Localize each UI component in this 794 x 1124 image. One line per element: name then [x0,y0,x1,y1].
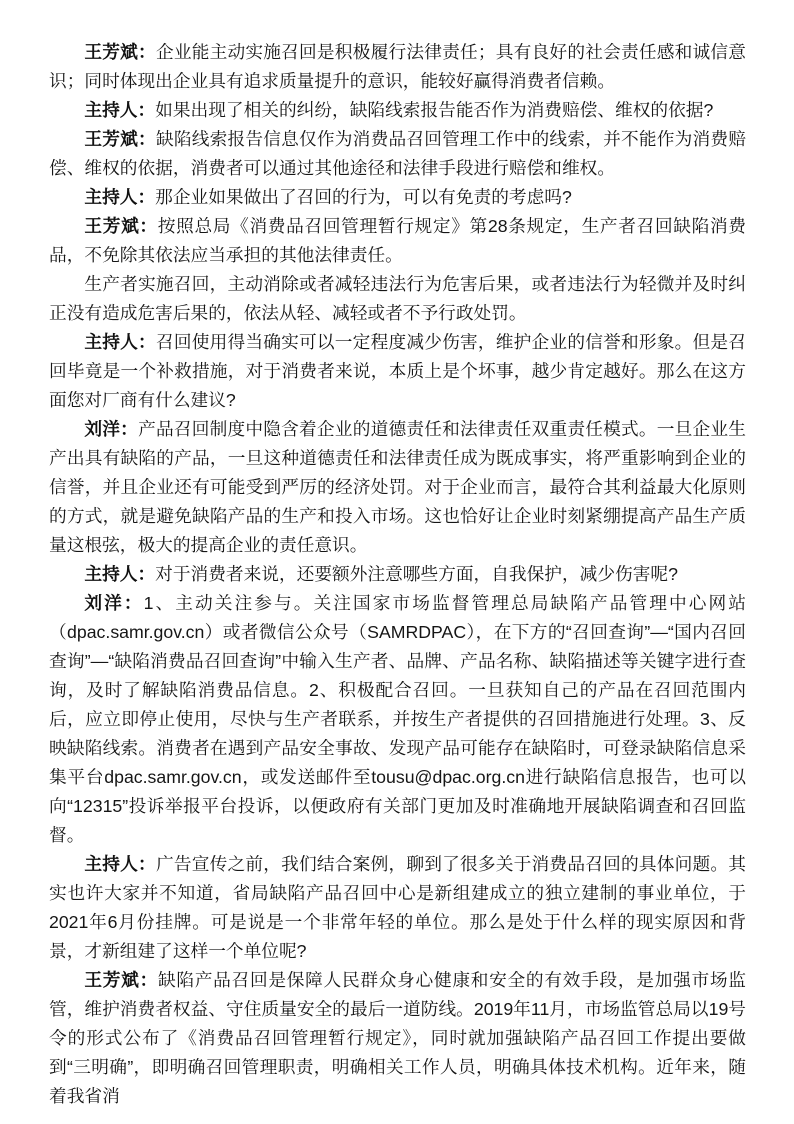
paragraph [49,415,746,560]
paragraph [49,125,746,183]
speech-text: 缺陷产品召回是保障人民群众身心健康和安全的有效手段，是加强市场监管，维护消费者权益、守住质量安全的最后一道防线。2019年11月，市场监管总局以19号令的形式公布了《消费品召回管理暂行规定》，同时就加强缺陷产品召回工作提出要做到“三明确”，即明确召回管理职责，明确相关工作人员，明确具体技术机构。近年来，随着我省消 [49,970,746,1106]
paragraph [49,96,746,125]
speech-text: 对于消费者来说，还要额外注意哪些方面，自我保护，减少伤害呢? [155,564,678,584]
speech-text: 企业能主动实施召回是积极履行法律责任；具有良好的社会责任感和诚信意识；同时体现出企业具有追求质量提升的意识，能较好赢得消费者信赖。 [49,42,746,91]
paragraph [49,589,746,850]
speaker-name: 主持人： [84,100,156,120]
speech-text: 按照总局《消费品召回管理暂行规定》第28条规定，生产者召回缺陷消费品，不免除其依法应当承担的其他法律责任。 [49,216,746,265]
speaker-name: 王芳斌： [84,129,156,149]
speech-text: 那企业如果做出了召回的行为，可以有免责的考虑吗? [155,187,572,207]
speech-text: 召回使用得当确实可以一定程度减少伤害，维护企业的信誉和形象。但是召回毕竟是一个补救措施，对于消费者来说，本质上是个坏事，越少肯定越好。那么在这方面您对厂商有什么建议? [49,332,746,410]
speaker-name: 刘洋： [84,593,144,613]
paragraph [49,212,746,270]
paragraph [49,38,746,96]
speech-text: 产品召回制度中隐含着企业的道德责任和法律责任双重责任模式。一旦企业生产出具有缺陷的产品，一旦这种道德责任和法律责任成为既成事实，将严重影响到企业的信誉，并且企业还有可能受到严厉的经济处罚。对于企业而言，最符合其利益最大化原则的方式，就是避免缺陷产品的生产和投入市场。这也恰好让企业时刻紧绷提高产品生产质量这根弦，极大的提高企业的责任意识。 [49,419,746,555]
speaker-name: 主持人： [84,187,156,207]
speaker-name: 主持人： [84,332,156,352]
speaker-name: 王芳斌： [84,216,158,236]
paragraph [49,270,746,328]
paragraph [49,328,746,415]
paragraph [49,966,746,1111]
speaker-name: 王芳斌： [84,970,158,990]
speech-text: 广告宣传之前，我们结合案例，聊到了很多关于消费品召回的具体问题。其实也许大家并不知道，省局缺陷产品召回中心是新组建成立的独立建制的事业单位，于2021年6月份挂牌。可是说是一个非常年轻的单位。那么是处于什么样的现实原因和背景，才新组建了这样一个单位呢? [49,854,746,961]
speaker-name: 主持人： [84,854,156,874]
speech-text: 1、主动关注参与。关注国家市场监督管理总局缺陷产品管理中心网站（dpac.samr.gov.cn）或者微信公众号（SAMRDPAC），在下方的“召回查询”—“国内召回查询”—“缺陷消费品召回查询”中输入生产者、品牌、产品名称、缺陷描述等关键字进行查询，及时了解缺陷消费品信息。2、积极配合召回。一旦获知自己的产品在召回范围内后，应立即停止使用，尽快与生产者联系，并按生产者提供的召回措施进行处理。3、反映缺陷线索。消费者在遇到产品安全事故、发现产品可能存在缺陷时，可登录缺陷信息采集平台dpac.samr.gov.cn，或发送邮件至tousu@dpac.org.cn进行缺陷信息报告，也可以向“12315”投诉举报平台投诉，以便政府有关部门更加及时准确地开展缺陷调查和召回监督。 [49,593,746,845]
speaker-name: 刘洋： [84,419,139,439]
paragraph [49,183,746,212]
article-body [49,38,746,1111]
speech-text: 缺陷线索报告信息仅作为消费品召回管理工作中的线索，并不能作为消费赔偿、维权的依据，消费者可以通过其他途径和法律手段进行赔偿和维权。 [49,129,746,178]
speaker-name: 主持人： [84,564,156,584]
speech-text: 生产者实施召回，主动消除或者减轻违法行为危害后果，或者违法行为轻微并及时纠正没有造成危害后果的，依法从轻、减轻或者不予行政处罚。 [49,274,746,323]
paragraph [49,560,746,589]
paragraph [49,850,746,966]
speech-text: 如果出现了相关的纠纷，缺陷线索报告能否作为消费赔偿、维权的依据? [155,100,714,120]
speaker-name: 王芳斌： [84,42,156,62]
